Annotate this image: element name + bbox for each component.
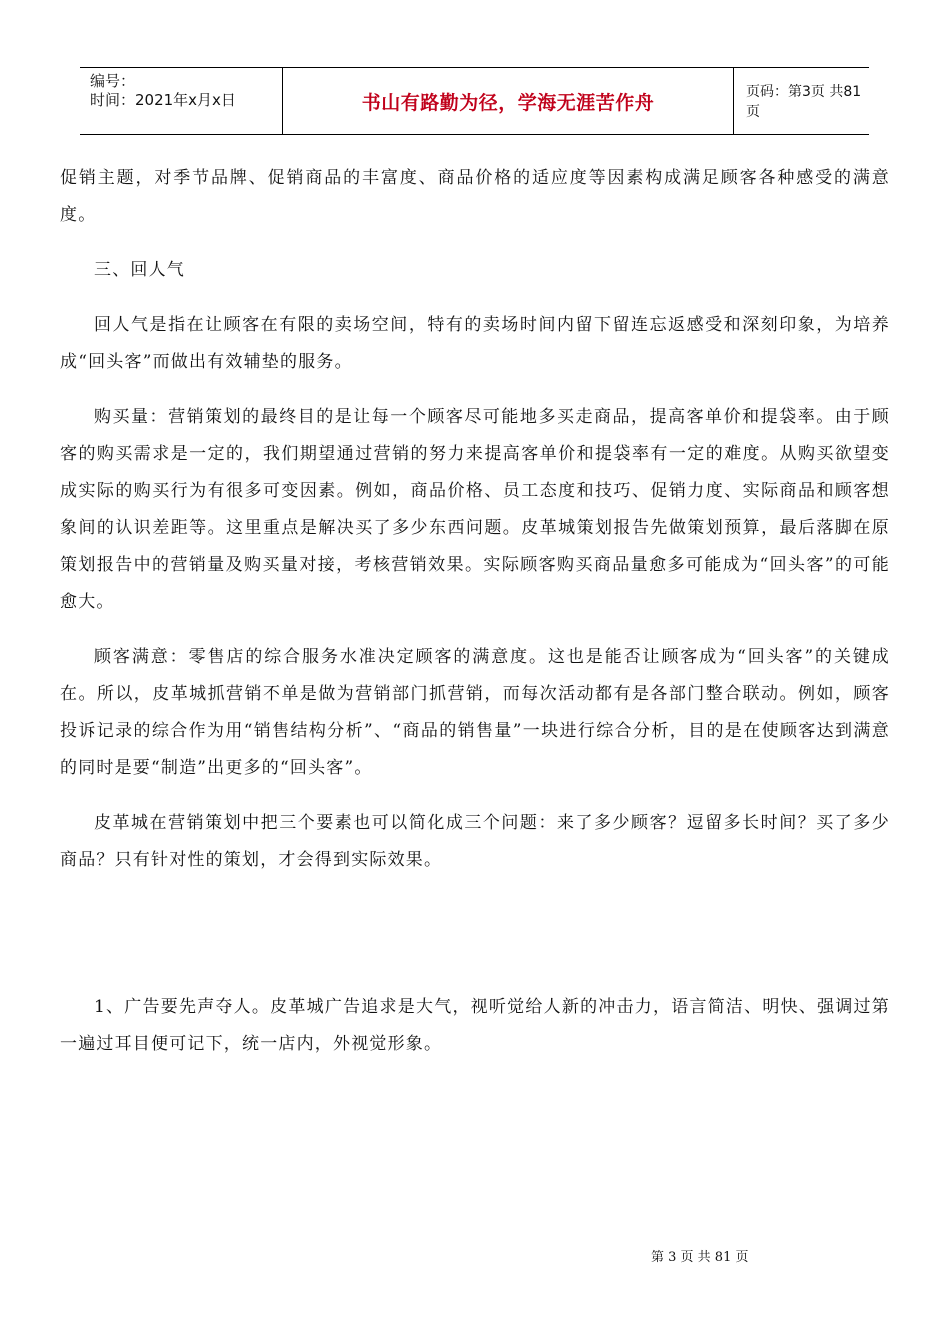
body-paragraph: 顾客满意：零售店的综合服务水准决定顾客的满意度。这也是能否让顾客成为“回头客”的关键成在。所以，皮革城抓营销不单是做为营销部门抓营销，而每次活动都有是各部门整合联动。例如，顾客投诉记录的综合作为用“销售结构分析”、“商品的销售量”一块进行综合分析，目的是在使顾客达到满意的同时是要“制造”出更多的“回头客”。 — [60, 647, 890, 778]
header-page-number: 页码：第3页 共81页 — [746, 84, 862, 120]
body-paragraph: 回人气是指在让顾客在有限的卖场空间，特有的卖场时间内留下留连忘返感受和深刻印象，为培养成“回头客”而做出有效辅垫的服务。 — [60, 315, 890, 372]
body-paragraph: 1、广告要先声夺人。皮革城广告追求是大气，视听觉给人新的冲击力，语言简洁、明快、强调过第一遍过耳目便可记下，统一店内，外视觉形象。 — [60, 997, 890, 1054]
document-body — [60, 160, 890, 1081]
body-paragraph: 促销主题，对季节品牌、促销商品的丰富度、商品价格的适应度等因素构成满足顾客各种感受的满意度。 — [60, 168, 890, 225]
document-date-label: 时间：2021年x月x日 — [90, 91, 236, 109]
header-motto: 书山有路勤为径，学海无涯苦作舟 — [361, 91, 655, 114]
footer-page-number: 第 3 页 共 81 页 — [651, 1250, 749, 1265]
header-page-cell — [734, 68, 869, 134]
body-paragraph: 皮革城在营销策划中把三个要素也可以简化成三个问题：来了多少顾客？逗留多长时间？买了多少商品？只有针对性的策划，才会得到实际效果。 — [60, 813, 890, 870]
document-header — [80, 67, 869, 135]
document-code-label: 编号： — [90, 72, 136, 90]
section-heading: 三、回人气 — [94, 260, 185, 280]
blank-space — [60, 897, 890, 989]
body-paragraph: 购买量：营销策划的最终目的是让每一个顾客尽可能地多买走商品，提高客单价和提袋率。由于顾客的购买需求是一定的，我们期望通过营销的努力来提高客单价和提袋率有一定的难度。从购买欲望变成实际的购买行为有很多可变因素。例如，商品价格、员工态度和技巧、促销力度、实际商品和顾客想象间的认识差距等。这里重点是解决买了多少东西问题。皮革城策划报告先做策划预算，最后落脚在原策划报告中的营销量及购买量对接，考核营销效果。实际顾客购买商品量愈多可能成为“回头客”的可能愈大。 — [60, 407, 890, 612]
header-motto-cell — [282, 68, 734, 134]
header-meta-cell — [80, 68, 282, 134]
